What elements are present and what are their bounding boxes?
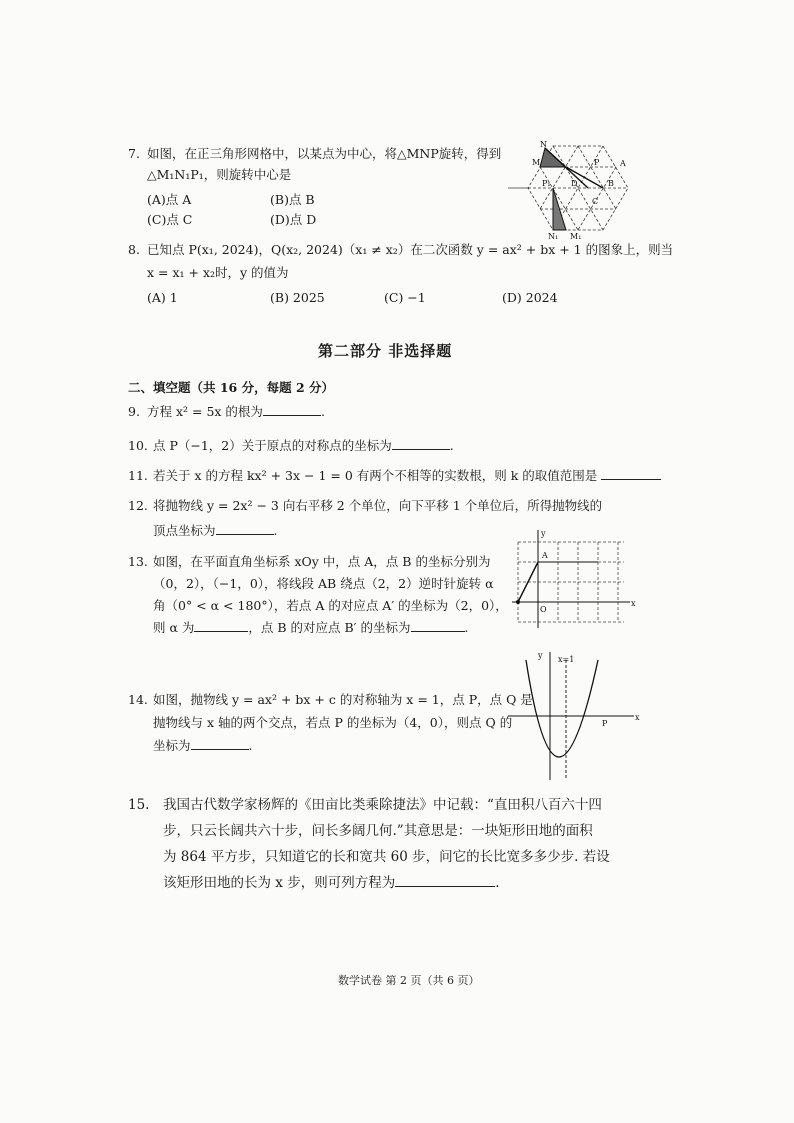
q13-coordinate-grid-figure [512,528,640,632]
part2-title: 第二部分 非选择题 [318,342,453,360]
q10-text: 点 P（−1，2）关于原点的对称点的坐标为 [153,438,392,453]
q7-triangle-grid-figure [508,138,638,240]
q7-label-d: D [571,179,578,188]
q14-tail: . [248,738,253,753]
q15-answer-blank[interactable] [395,873,495,888]
q7-line1: 如图，在正三角形网格中，以某点为中心，将△MNP旋转，得到 [147,146,502,161]
q14-line3-wrap [153,736,253,756]
fill-in-section-heading: 二、填空题（共 16 分，每题 2 分） [128,380,335,395]
q14-number: 14. [128,692,148,707]
q7-label-a: A [620,159,626,168]
q8-option-a[interactable]: (A) 1 [147,290,178,305]
q11-number: 11. [128,468,148,483]
q14-label-x: x [635,713,640,722]
q7-label-m1: M₁ [570,232,582,240]
q7-label-n: N [540,140,547,149]
q9-body [147,402,325,422]
q7-label-p1: P₁ [542,179,551,188]
q12-number: 12. [128,498,148,513]
q8-line2: x = x₁ + x₂时，y 的值为 [147,265,289,280]
q13-label-a: A [542,551,548,560]
q7-line2: △M₁N₁P₁，则旋转中心是 [147,167,292,182]
q13-line4b: ，点 B 的对应点 B′ 的坐标为 [248,620,411,635]
q13-answer-blank-b-prime[interactable] [411,619,465,633]
q8-number: 8. [128,242,140,257]
q14-line2: 抛物线与 x 轴的两个交点，若点 P 的坐标为（4，0），则点 Q 的 [153,715,513,730]
q13-line4 [153,618,468,638]
q12-line1: 将抛物线 y = 2x² − 3 向右平移 2 个单位，向下平移 1 个单位后，所得抛物线的 [153,498,603,513]
q7-option-a[interactable]: (A)点 A [147,192,192,207]
q13-number: 13. [128,554,148,569]
q7-number: 7. [128,146,140,161]
q12-answer-blank[interactable] [216,522,274,536]
q9-text: 方程 x² = 5x 的根为 [147,404,263,419]
q13-line2: （0，2），（−1，0），将线段 AB 绕点（2，2）逆时针旋转 α [153,576,494,591]
q11-text: 若关于 x 的方程 kx² + 3x − 1 = 0 有两个不相等的实数根，则 k 的取值范围是 [153,468,598,483]
q7-label-m: M [532,158,541,167]
q8-option-c[interactable]: (C) −1 [384,290,426,305]
q15-number: 15. [128,797,150,813]
q14-label-y: y [538,651,543,660]
q14-parabola-figure [508,648,642,782]
q15-line4: 该矩形田地的长为 x 步，则可列方程为 [163,875,396,891]
q13-label-o: O [540,605,547,614]
q8-option-d[interactable]: (D) 2024 [502,290,558,305]
page-footer: 数学试卷 第 2 页（共 6 页） [338,974,480,987]
q13-line4a: 则 α 为 [153,620,195,635]
q14-label-p: P [602,719,608,728]
q14-line3: 坐标为 [153,738,191,753]
q15-tail: . [495,875,500,891]
q9-number: 9. [128,404,140,419]
q8-line1: 已知点 P(x₁, 2024)，Q(x₂, 2024)（x₁ ≠ x₂）在二次函数 y = ax² + bx + 1 的图象上，则当 [147,242,674,257]
q7-label-c: C [592,197,599,206]
q13-tail: . [464,620,469,635]
q14-label-axis-x1: x=1 [558,655,575,664]
q13-label-x: x [631,599,636,608]
q14-line1: 如图，抛物线 y = ax² + bx + c 的对称轴为 x = 1，点 P，点 Q 是 [153,692,533,707]
q10-answer-blank[interactable] [392,437,450,451]
q12-line2: 顶点坐标为 [153,523,216,538]
q15-line3: 为 864 平方步，只知道它的长和宽共 60 步，问它的长比宽多多少步. 若设 [163,849,610,865]
q7-option-d[interactable]: (D)点 D [270,212,317,227]
q13-label-y: y [541,529,546,538]
q11-body [153,466,661,486]
q12-tail: . [273,523,278,538]
q15-line4-wrap [163,870,500,896]
q9-tail: . [320,404,325,419]
q14-answer-blank[interactable] [191,737,249,751]
q7-label-n1: N₁ [548,232,559,240]
q11-answer-blank[interactable] [601,467,661,481]
q8-option-b[interactable]: (B) 2025 [270,290,325,305]
q7-option-b[interactable]: (B)点 B [270,192,315,207]
q7-label-b: B [608,179,614,188]
q12-line2-wrap [153,521,278,541]
q13-answer-blank-alpha[interactable] [194,619,248,633]
q9-answer-blank[interactable] [263,403,321,417]
q7-label-p: P [594,158,600,167]
q10-tail: . [449,438,454,453]
q13-line3: 角（0° < α < 180°），若点 A 的对应点 A′ 的坐标为（2，0）， [153,598,508,613]
q13-line1: 如图，在平面直角坐标系 xOy 中，点 A，点 B 的坐标分别为 [153,554,491,569]
q10-number: 10. [128,438,148,453]
q7-option-c[interactable]: (C)点 C [147,212,193,227]
q10-body [153,436,454,456]
q15-line1: 我国古代数学家杨辉的《田亩比类乘除捷法》中记载：“直田积八百六十四 [163,797,602,813]
q15-line2: 步，只云长阔共六十步，问长多阔几何.”其意思是：一块矩形田地的面积 [163,823,593,839]
